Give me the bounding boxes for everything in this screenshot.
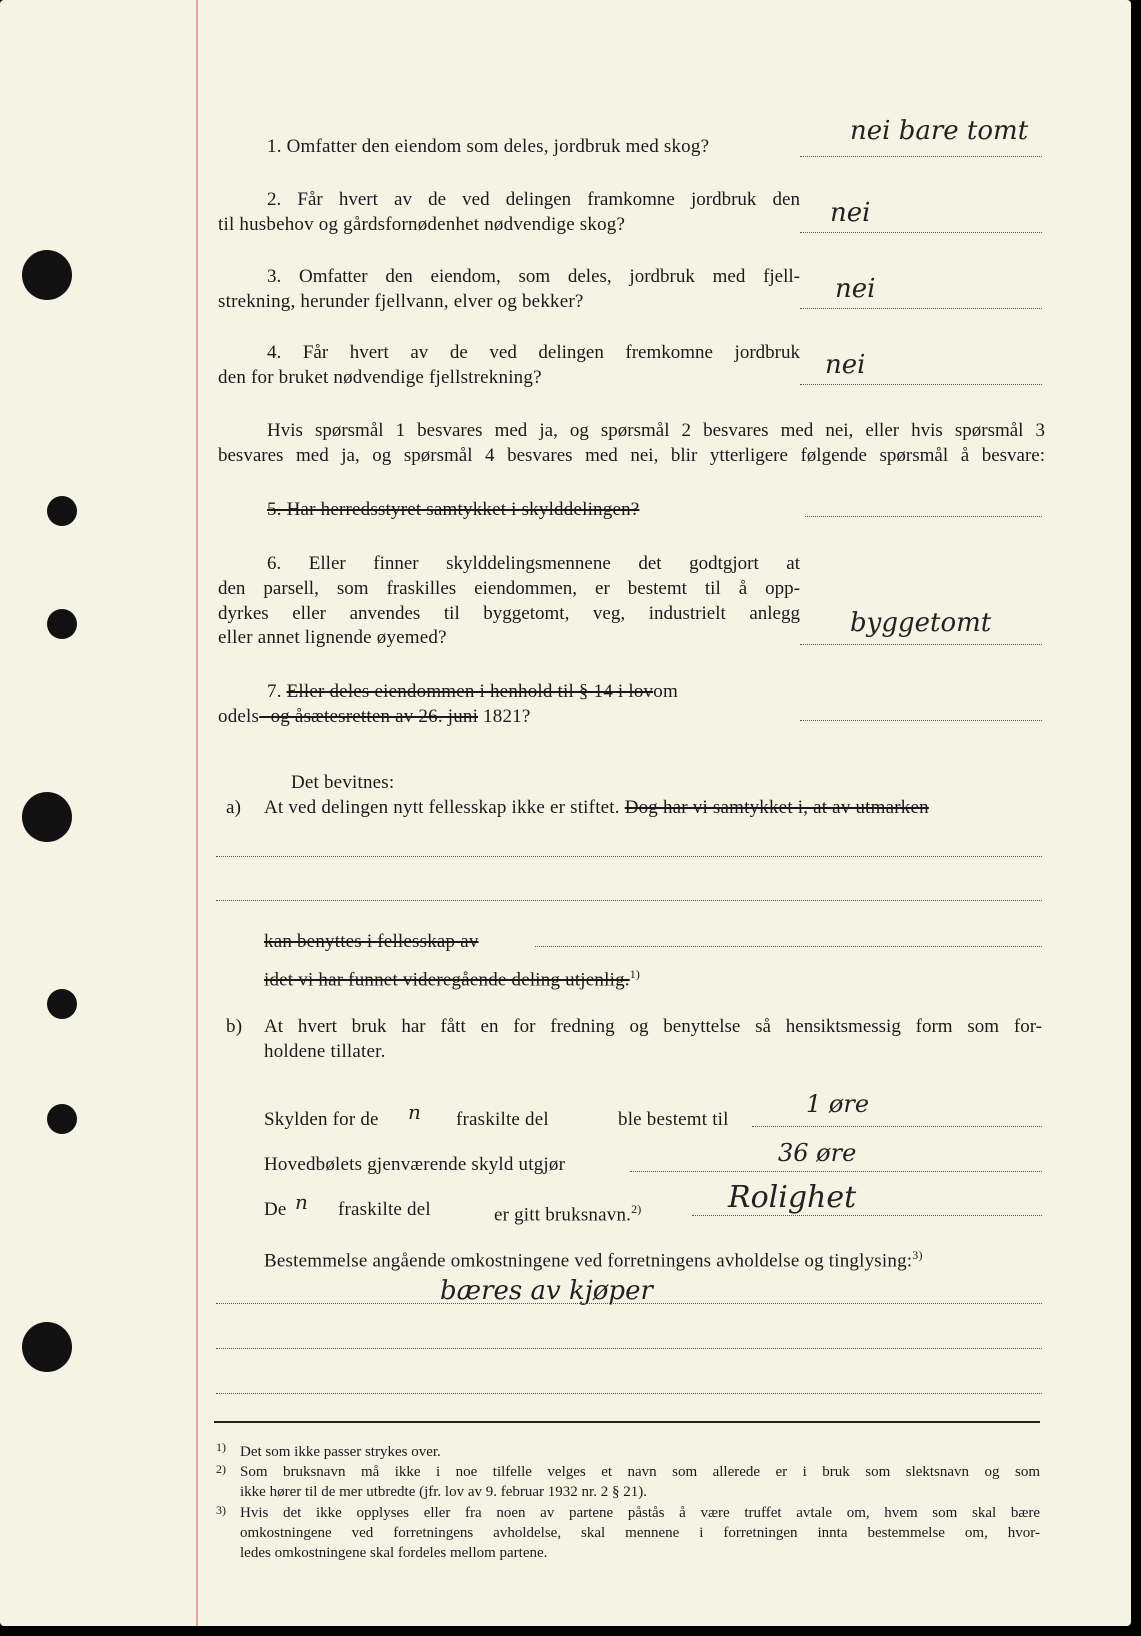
question-7-line-2-start: odels bbox=[218, 706, 260, 727]
item-b-line-2: holdene tillater. bbox=[264, 1041, 386, 1062]
answer-line bbox=[800, 384, 1042, 385]
item-a-struck: Dog har vi samtykket i, at av utmarken bbox=[624, 797, 929, 818]
question-7-line-2-end: 1821? bbox=[483, 706, 531, 727]
skyld-answer: 1 øre bbox=[806, 1090, 870, 1118]
blank-line bbox=[216, 1348, 1042, 1349]
answer-1: nei bare tomt bbox=[850, 116, 1029, 146]
answer-2: nei bbox=[830, 198, 871, 228]
item-a-struck-3: idet vi har funnet videregående deling utjenlig. bbox=[264, 969, 630, 991]
answer-4: nei bbox=[825, 350, 866, 380]
punch-hole bbox=[22, 250, 72, 300]
question-6-line-3: dyrkes eller anvendes til byggetomt, veg, industrielt anlegg bbox=[218, 603, 800, 624]
blank-line bbox=[535, 946, 1042, 947]
answer-3: nei bbox=[835, 274, 876, 304]
question-5: 5. Har herredsstyret samtykket i skylddelingen? bbox=[267, 499, 640, 520]
footnote-ref: 1) bbox=[629, 967, 641, 981]
footnote-rule bbox=[214, 1421, 1040, 1423]
bruksnavn-label-text: er gitt bruksnavn. bbox=[494, 1204, 632, 1226]
hovedbol-answer: 36 øre bbox=[778, 1139, 857, 1167]
answer-6: byggetomt bbox=[850, 608, 992, 638]
question-3-line-1: 3. Omfatter den eiendom, som deles, jordbruk med fjell- bbox=[267, 266, 800, 287]
punch-hole bbox=[47, 1104, 77, 1134]
omkostning-label bbox=[264, 1243, 923, 1273]
question-1: 1. Omfatter den eiendom som deles, jordbruk med skog? bbox=[267, 136, 710, 157]
bruksnavn-label-end bbox=[494, 1197, 642, 1227]
omkostning-label-text: Bestemmelse angående omkostningene ved forretningens avholdelse og tinglysing: bbox=[264, 1250, 913, 1272]
answer-line bbox=[800, 156, 1042, 157]
question-6-line-2: den parsell, som fraskilles eiendommen, er bestemt til å opp- bbox=[218, 578, 800, 599]
blank-line bbox=[216, 1303, 1042, 1304]
answer-line bbox=[800, 720, 1042, 721]
answer-line bbox=[800, 308, 1042, 309]
omkostning-answer: bæres av kjøper bbox=[440, 1276, 653, 1306]
blank-line bbox=[216, 1393, 1042, 1394]
footnote-2-mark: 2) bbox=[216, 1462, 226, 1476]
answer-line bbox=[800, 232, 1042, 233]
question-7-struck: Eller deles eiendommen i henhold til § 14 i lov bbox=[286, 681, 654, 702]
condition-line-2: besvares med ja, og spørsmål 4 besvares med nei, blir ytterligere følgende spørsmål å besvare: bbox=[218, 445, 1045, 466]
footnote-2-line-1: Som bruksnavn må ikke i noe tilfelle velges et navn som allerede er i bruk som slektsnavn og som bbox=[240, 1464, 1040, 1480]
footnote-1: Det som ikke passer strykes over. bbox=[240, 1444, 441, 1460]
item-a-statement: At ved delingen nytt fellesskap ikke er stiftet. bbox=[264, 797, 620, 818]
punch-hole bbox=[47, 609, 77, 639]
punch-hole bbox=[47, 989, 77, 1019]
blank-line bbox=[216, 856, 1042, 857]
punch-hole bbox=[22, 1322, 72, 1372]
question-7-line-2 bbox=[218, 704, 530, 729]
question-7-number: 7. bbox=[267, 681, 282, 702]
question-7-line-1 bbox=[267, 679, 678, 704]
punch-hole bbox=[47, 496, 77, 526]
bruksnavn-answer: Rolighet bbox=[728, 1180, 857, 1215]
answer-line bbox=[630, 1171, 1042, 1172]
question-6-line-1: 6. Eller finner skylddelingsmennene det godtgjort at bbox=[267, 553, 800, 574]
skyld-handwritten: n bbox=[408, 1100, 421, 1124]
hovedbol-label: Hovedbølets gjenværende skyld utgjør bbox=[264, 1154, 566, 1175]
punch-hole bbox=[22, 792, 72, 842]
bruksnavn-label-start: De bbox=[264, 1199, 287, 1220]
question-2-line-1: 2. Får hvert av de ved delingen framkomne jordbruk den bbox=[267, 189, 800, 210]
bruksnavn-label-mid: fraskilte del bbox=[338, 1199, 431, 1220]
certification-heading: Det bevitnes: bbox=[291, 772, 395, 793]
condition-line-1: Hvis spørsmål 1 besvares med ja, og spørsmål 2 besvares med nei, eller hvis spørsmål 3 bbox=[267, 420, 1045, 441]
footnote-3-line-3: ledes omkostningene skal fordeles mellom partene. bbox=[240, 1545, 548, 1561]
item-a-struck-2: kan benyttes i fellesskap av bbox=[264, 931, 479, 952]
footnote-3-mark: 3) bbox=[216, 1503, 226, 1517]
skyld-label-mid: fraskilte del bbox=[456, 1109, 549, 1130]
bruksnavn-handwritten: n bbox=[295, 1190, 308, 1214]
footnote-ref: 2) bbox=[631, 1202, 642, 1216]
item-a-struck-3-line bbox=[264, 962, 640, 992]
margin-line bbox=[196, 0, 198, 1626]
footnote-2-line-2: ikke hører til de mer utbredte (jfr. lov av 9. februar 1932 nr. 2 § 21). bbox=[240, 1484, 647, 1500]
skyld-label-start: Skylden for de bbox=[264, 1109, 379, 1130]
skyld-label-end: ble bestemt til bbox=[618, 1109, 729, 1130]
answer-line bbox=[800, 644, 1042, 645]
item-a-text bbox=[264, 795, 929, 820]
footnote-ref: 3) bbox=[912, 1248, 923, 1262]
question-7-end: om bbox=[653, 681, 678, 702]
footnote-3-line-1: Hvis det ikke opplyses eller fra noen av partene påstås å være truffet avtale om, hvem som skal bære bbox=[240, 1505, 1040, 1521]
question-4-line-1: 4. Får hvert av de ved delingen fremkomne jordbruk bbox=[267, 342, 800, 363]
blank-line bbox=[216, 900, 1042, 901]
question-7-line-2-struck: - og åsætesretten av 26. juni bbox=[259, 706, 479, 727]
question-6-line-4: eller annet lignende øyemed? bbox=[218, 627, 447, 648]
answer-line bbox=[692, 1215, 1042, 1216]
question-3-line-2: strekning, herunder fjellvann, elver og bekker? bbox=[218, 291, 584, 312]
item-a-label: a) bbox=[226, 797, 242, 818]
question-2-line-2: til husbehov og gårdsfornødenhet nødvendige skog? bbox=[218, 214, 626, 235]
question-4-line-2: den for bruket nødvendige fjellstrekning? bbox=[218, 367, 542, 388]
item-b-line-1: At hvert bruk har fått en for fredning og benyttelse så hensiktsmessig form som for- bbox=[264, 1016, 1042, 1037]
footnote-3-line-2: omkostningene ved forretningens avholdelse, skal mennene i forretningen innta bestemmelse om, hvor- bbox=[240, 1525, 1040, 1541]
answer-line bbox=[805, 516, 1042, 517]
footnote-1-mark: 1) bbox=[216, 1440, 226, 1454]
answer-line bbox=[752, 1126, 1042, 1127]
item-b-label: b) bbox=[226, 1016, 243, 1037]
